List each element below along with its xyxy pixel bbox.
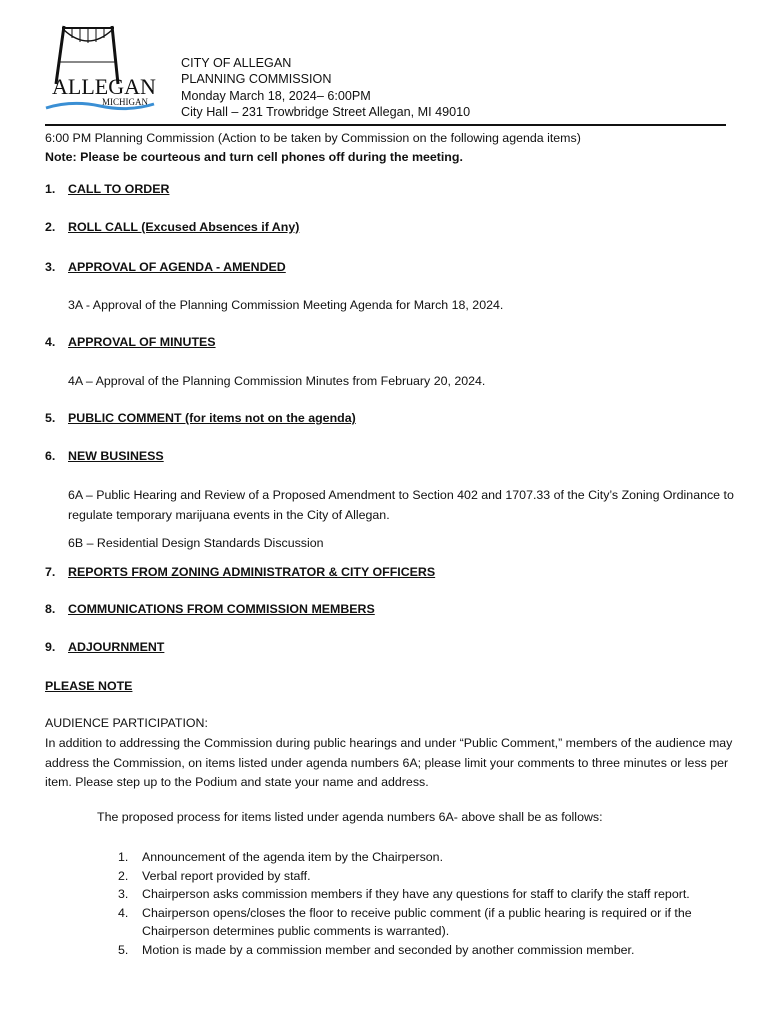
list-item	[118, 941, 738, 960]
item-title: REPORTS FROM ZONING ADMINISTRATOR & CITY OFFICERS	[68, 565, 436, 579]
step-text: Announcement of the agenda item by the Chairperson.	[142, 850, 444, 864]
step-text: Motion is made by a commission member and seconded by another commission member.	[142, 942, 635, 957]
agenda-item-adjournment	[45, 640, 164, 654]
list-item	[118, 867, 738, 886]
process-steps	[118, 848, 738, 959]
subitem-3a: 3A - Approval of the Planning Commission Meeting Agenda for March 18, 2024.	[68, 298, 504, 312]
step-number: 3.	[118, 887, 129, 901]
item-number: 8.	[45, 602, 56, 616]
intro-line: 6:00 PM Planning Commission (Action to be taken by Commission on the following agenda items)	[45, 131, 581, 145]
courtesy-note: Note: Please be courteous and turn cell phones off during the meeting.	[45, 150, 463, 164]
step-number: 2.	[118, 868, 129, 883]
item-number: 4.	[45, 335, 56, 349]
header-divider	[45, 124, 726, 126]
agenda-item-approval-of-minutes	[45, 335, 216, 349]
agenda-item-communications	[45, 602, 375, 616]
allegan-bridge-logo-icon	[42, 22, 160, 118]
org-name: CITY OF ALLEGAN	[181, 56, 292, 70]
item-title: ADJOURNMENT	[68, 640, 165, 654]
agenda-item-call-to-order	[45, 182, 169, 196]
step-number: 5.	[118, 942, 129, 957]
list-item	[118, 885, 738, 904]
item-number: 9.	[45, 640, 56, 654]
item-number: 2.	[45, 220, 56, 234]
please-note-heading: PLEASE NOTE	[45, 679, 133, 693]
agenda-item-new-business	[45, 449, 164, 463]
item-number: 6.	[45, 449, 56, 463]
subitem-6b: 6B – Residential Design Standards Discussion	[68, 536, 324, 550]
meeting-header	[181, 55, 470, 121]
item-title: CALL TO ORDER	[68, 182, 170, 196]
step-text: Verbal report provided by staff.	[142, 868, 311, 883]
item-title: NEW BUSINESS	[68, 449, 164, 463]
agenda-item-approval-of-agenda	[45, 260, 286, 274]
agenda-item-reports	[45, 565, 435, 579]
process-intro: The proposed process for items listed under agenda numbers 6A- above shall be as follows:	[97, 810, 603, 824]
list-item	[118, 848, 738, 867]
meeting-date: Monday March 18, 2024– 6:00PM	[181, 88, 371, 103]
subitem-4a: 4A – Approval of the Planning Commission Minutes from February 20, 2024.	[68, 374, 486, 388]
item-title: COMMUNICATIONS FROM COMMISSION MEMBERS	[68, 602, 375, 616]
item-number: 7.	[45, 565, 56, 579]
step-text: Chairperson opens/closes the floor to receive public comment (if a public hearing is required or if the Chairperson determines public comments is warranted).	[142, 905, 692, 938]
step-text: Chairperson asks commission members if they have any questions for staff to clarify the staff report.	[142, 887, 690, 901]
item-title: APPROVAL OF AGENDA - AMENDED	[68, 260, 286, 274]
logo-main-text: ALLEGAN	[52, 74, 156, 99]
step-number: 1.	[118, 850, 129, 864]
item-title: APPROVAL OF MINUTES	[68, 335, 216, 349]
item-number: 5.	[45, 411, 56, 425]
intro-block	[45, 129, 745, 167]
audience-participation-text: In addition to addressing the Commission during public hearings and under “Public Comment,” members of the audience may address the Commission, on items listed under agenda numbers 6A; please limit your comments to three minutes or less per item. Please step up to the Podium and state your name and address.	[45, 736, 733, 789]
item-number: 1.	[45, 182, 56, 196]
logo-sub-text: MICHIGAN	[102, 97, 148, 107]
subitem-6a: 6A – Public Hearing and Review of a Proposed Amendment to Section 402 and 1707.33 of the City’s Zoning Ordinance to regulate temporary marijuana events in the City of Allegan.	[68, 488, 734, 522]
commission-name: PLANNING COMMISSION	[181, 72, 332, 87]
item-title: ROLL CALL (Excused Absences if Any)	[68, 220, 300, 234]
list-item	[118, 904, 738, 941]
step-number: 4.	[118, 905, 129, 920]
agenda-item-public-comment	[45, 411, 356, 425]
agenda-item-roll-call	[45, 220, 299, 234]
audience-participation-heading: AUDIENCE PARTICIPATION:	[45, 716, 208, 730]
meeting-address: City Hall – 231 Trowbridge Street Allegan, MI 49010	[181, 105, 471, 120]
item-number: 3.	[45, 260, 56, 274]
item-title: PUBLIC COMMENT (for items not on the agenda)	[68, 411, 356, 425]
